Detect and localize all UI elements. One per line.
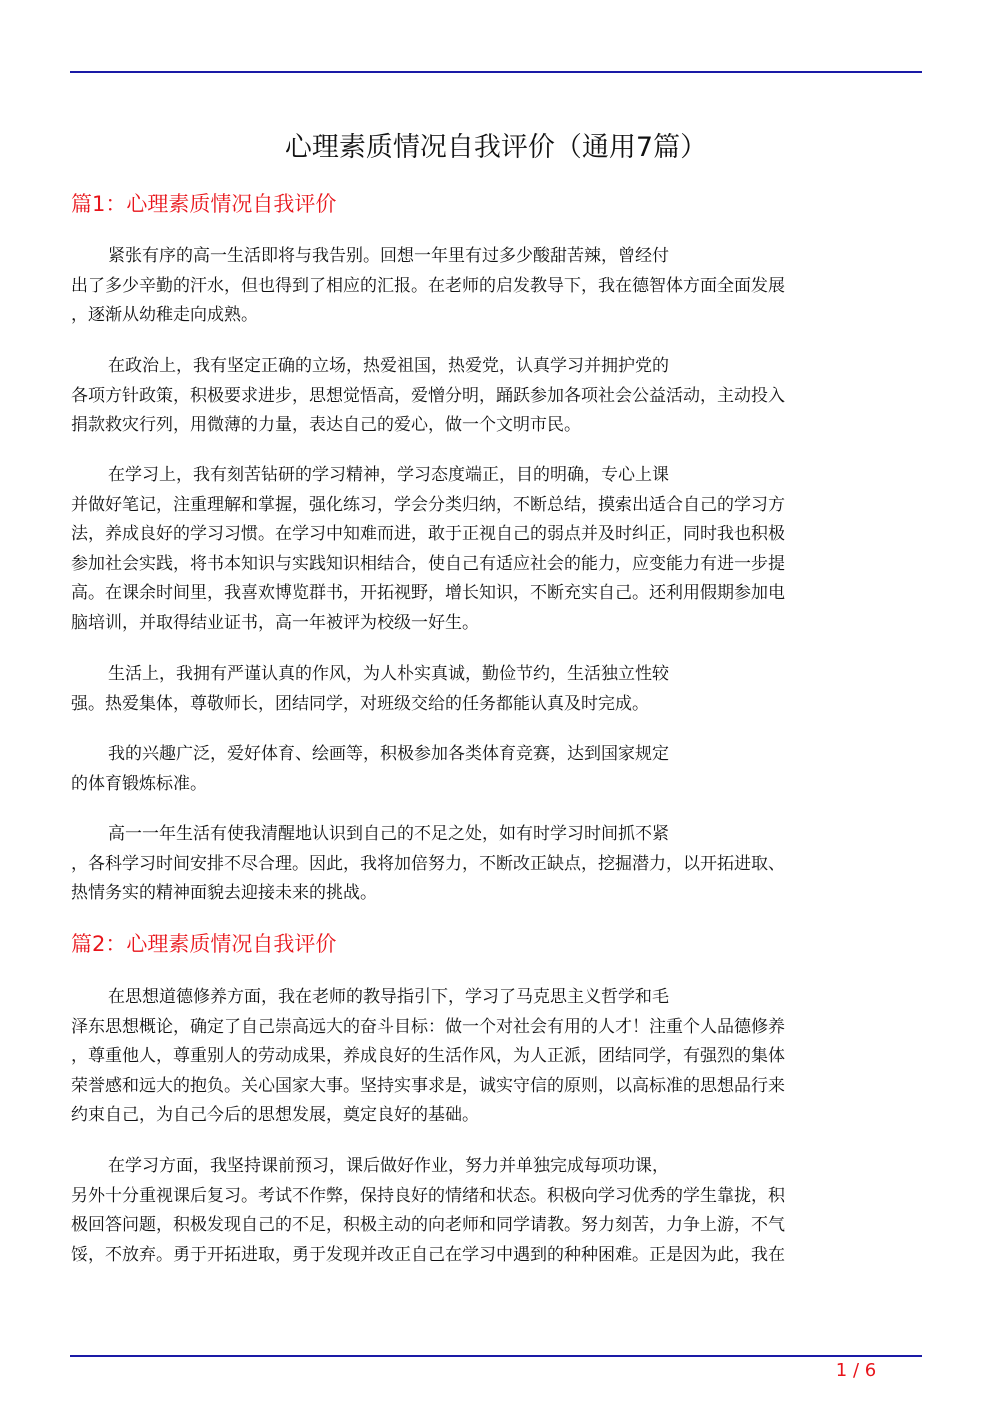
paragraph [71,740,916,799]
paragraph-line: 荣誉感和远大的抱负。关心国家大事。坚持实事求是，诚实守信的原则，以高标准的思想品行来 [71,1075,785,1096]
paragraph-line: 在学习方面，我坚持课前预习，课后做好作业，努力并单独完成每项功课， [108,1156,669,1176]
paragraph-line: ，各科学习时间安排不尽合理。因此，我将加倍努力，不断改正缺点，挖掘潜力，以开拓进取、 [71,853,785,874]
paragraph [71,820,916,909]
paragraph-line: 泽东思想概论，确定了自己崇高远大的奋斗目标：做一个对社会有用的人才！注重个人品德修养 [71,1016,785,1037]
paragraph-line: 生活上，我拥有严谨认真的作风，为人朴实真诚，勤俭节约，生活独立性较 [108,664,669,684]
header-rule [70,71,922,73]
paragraph [71,461,916,638]
paragraph-line: 各项方针政策，积极要求进步，思想觉悟高，爱憎分明，踊跃参加各项社会公益活动，主动投入 [71,385,785,406]
paragraph-line: 馁，不放弃。勇于开拓进取，勇于发现并改正自己在学习中遇到的种种困难。正是因为此，我在 [71,1244,785,1265]
paragraph-line: 并做好笔记，注重理解和掌握，强化练习，学会分类归纳，不断总结，摸索出适合自己的学习方 [71,494,785,515]
section-heading-1: 篇1：心理素质情况自我评价 [71,192,337,216]
paragraph-line: 约束自己，为自己今后的思想发展，奠定良好的基础。 [71,1105,479,1125]
document-title: 心理素质情况自我评价（通用7篇） [284,132,708,163]
paragraph-line: ，逐渐从幼稚走向成熟。 [71,305,258,325]
paragraph-line: 参加社会实践，将书本知识与实践知识相结合，使自己有适应社会的能力，应变能力有进一步提 [71,553,785,574]
paragraph [71,1152,916,1270]
paragraph-line: 高。在课余时间里，我喜欢博览群书，开拓视野，增长知识，不断充实自己。还利用假期参加电 [71,583,785,603]
footer-rule [70,1355,922,1357]
paragraph-line: 紧张有序的高一生活即将与我告别。回想一年里有过多少酸甜苦辣，曾经付 [108,246,669,266]
paragraph-line: 捐款救灾行列，用微薄的力量，表达自己的爱心，做一个文明市民。 [71,415,581,435]
paragraph-line: 热情务实的精神面貌去迎接未来的挑战。 [71,883,377,903]
paragraph-line: 法，养成良好的学习习惯。在学习中知难而进，敢于正视自己的弱点并及时纠正，同时我也积极 [71,524,785,544]
paragraph-line: 脑培训，并取得结业证书，高一年被评为校级一好生。 [71,612,479,633]
paragraph-line: ，尊重他人，尊重别人的劳动成果，养成良好的生活作风，为人正派，团结同学，有强烈的集体 [71,1046,785,1066]
paragraph-line: 我的兴趣广泛，爱好体育、绘画等，积极参加各类体育竞赛，达到国家规定 [108,744,669,764]
paragraph [71,242,916,331]
page-number: 1 / 6 [835,1360,877,1381]
paragraph-line: 在学习上，我有刻苦钻研的学习精神，学习态度端正，目的明确，专心上课 [108,465,669,485]
paragraph-line: 在政治上，我有坚定正确的立场，热爱祖国，热爱党，认真学习并拥护党的 [108,356,669,376]
paragraph-line: 出了多少辛勤的汗水，但也得到了相应的汇报。在老师的启发教导下，我在德智体方面全面发展 [71,275,785,296]
section-heading-2: 篇2：心理素质情况自我评价 [71,932,337,956]
paragraph [71,983,916,1131]
paragraph-line: 另外十分重视课后复习。考试不作弊，保持良好的情绪和状态。积极向学习优秀的学生靠拢，积 [71,1185,785,1206]
paragraph-line: 高一一年生活有使我清醒地认识到自己的不足之处，如有时学习时间抓不紧 [108,824,669,844]
paragraph-line: 在思想道德修养方面，我在老师的教导指引下，学习了马克思主义哲学和毛 [108,987,669,1007]
paragraph-line: 的体育锻炼标准。 [71,773,207,794]
paragraph-line: 极回答问题，积极发现自己的不足，积极主动的向老师和同学请教。努力刻苦，力争上游，不气 [71,1215,785,1235]
paragraph [71,352,916,441]
paragraph-line: 强。热爱集体，尊敬师长，团结同学，对班级交给的任务都能认真及时完成。 [71,693,649,714]
paragraph [71,660,916,719]
